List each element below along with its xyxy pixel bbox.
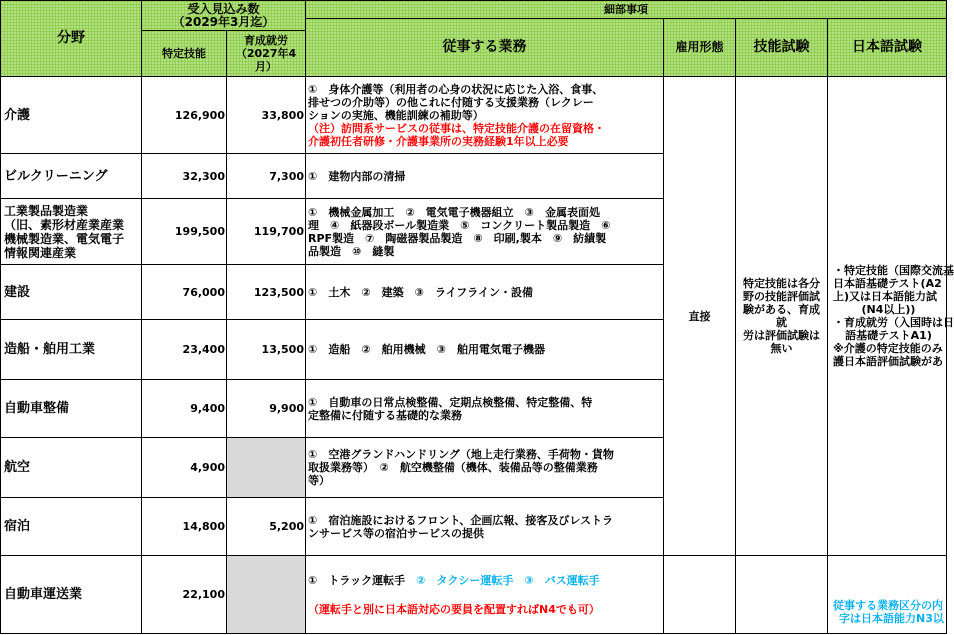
ikusei-count: 119,700 <box>227 199 306 265</box>
header-field: 分野 <box>1 1 142 77</box>
table-row <box>1 556 947 634</box>
jobs-cell: ① トラック運転手 ② タクシー運転手 ③ バス運転手 （運転手と別に日本語対応の要員を配置すればN4でも可） <box>306 556 664 634</box>
tokutei-count: 14,800 <box>142 498 227 556</box>
field-cell: ビルクリーニング <box>1 154 142 199</box>
tokutei-count: 23,400 <box>142 320 227 380</box>
jobs-cell: ① 宿泊施設におけるフロント、企画広報、接客及びレストラ ンサービス等の宿泊サービスの提供 <box>306 498 664 556</box>
jobs-cell: ① 身体介護等（利用者の心身の状況に応じた入浴、食事、 排せつの介助等）の他これに付随する支援業務（レクレー ションの実施、機能訓練の補助等） （注）訪問系サービスの従事は、特定技能介護の在留資格・ 介護初任者研修・介護事業所の実務経験1年以上必要 <box>306 77 664 154</box>
header-quota <box>142 1 306 31</box>
field-cell: 工業製品製造業 （旧、素形材産業産業 機械製造業、電気電子 情報関連産業 <box>1 199 142 265</box>
ikusei-count: 33,800 <box>227 77 306 154</box>
jobs-cell: ① 土木 ② 建築 ③ ライフライン・設備 <box>306 265 664 320</box>
japanese-test-note: 従事する業務区分の内 字は日本語能力N3以 <box>828 556 947 634</box>
jobs-cell: ① 機械金属加工 ② 電気電子機器組立 ③ 金属表面処 理 ④ 紙器段ボール製造業 ⑤ コンクリート製品製造 ⑥ RPF製造 ⑦ 陶磁器製品製造 ⑧ 印刷,製本 ⑨ 紡績製 品製造 ⑩ 縫製 <box>306 199 664 265</box>
header-quota-period: （2029年3月迄） <box>172 14 275 29</box>
table-row <box>1 77 947 154</box>
ikusei-count: 9,900 <box>227 380 306 438</box>
ikusei-count-empty <box>227 438 306 498</box>
skill-test-cell: 特定技能は各分 野の技能評価試 験がある、育成就 労は評価試験は 無い <box>736 77 828 556</box>
header-tokutei: 特定技能 <box>142 31 227 77</box>
employment-cell-empty <box>664 556 736 634</box>
ikusei-count: 123,500 <box>227 265 306 320</box>
jobs-cell: ① 空港グランドハンドリング（地上走行業務、手荷物・貨物 取扱業務等） ② 航空機整備（機体、装備品等の整備業務 等） <box>306 438 664 498</box>
header-japanese-test: 日本語試験 <box>828 19 947 77</box>
header-quota-title: 受入見込み数 <box>187 1 260 16</box>
header-ikusei-label: 育成就労 <box>244 34 288 47</box>
field-cell: 航空 <box>1 438 142 498</box>
field-cell: 自動車運送業 <box>1 556 142 634</box>
ikusei-count: 13,500 <box>227 320 306 380</box>
japanese-test-cell: ・特定技能（国際交流基 日本語基礎テスト(A2 上)又は日本語能力試 (N4以上)) ・育成就労（入国時は日 語基礎テストA1) ※介護の特定技能のみ 護日本語評価試験があ <box>828 77 947 556</box>
field-cell: 建設 <box>1 265 142 320</box>
tokutei-count: 76,000 <box>142 265 227 320</box>
field-cell: 宿泊 <box>1 498 142 556</box>
header-jobs: 従事する業務 <box>306 19 664 77</box>
ikusei-count: 7,300 <box>227 154 306 199</box>
header-skill-test: 技能試験 <box>736 19 828 77</box>
jobs-cell: ① 造船 ② 舶用機械 ③ 舶用電気電子機器 <box>306 320 664 380</box>
field-cell: 介護 <box>1 77 142 154</box>
header-details: 細部事項 <box>306 1 947 19</box>
employment-cell: 直接 <box>664 77 736 556</box>
tokutei-count: 9,400 <box>142 380 227 438</box>
ikusei-count: 5,200 <box>227 498 306 556</box>
header-employment: 雇用形態 <box>664 19 736 77</box>
tokutei-count: 22,100 <box>142 556 227 634</box>
jobs-cell: ① 建物内部の清掃 <box>306 154 664 199</box>
tokutei-count: 126,900 <box>142 77 227 154</box>
tokutei-count: 199,500 <box>142 199 227 265</box>
ikusei-count-empty <box>227 556 306 634</box>
field-cell: 自動車整備 <box>1 380 142 438</box>
tokutei-count: 4,900 <box>142 438 227 498</box>
field-cell: 造船・舶用工業 <box>1 320 142 380</box>
jobs-cell: ① 自動車の日常点検整備、定期点検整備、特定整備、特 定整備に付随する基礎的な業務 <box>306 380 664 438</box>
tokutei-count: 32,300 <box>142 154 227 199</box>
header-ikusei-note: （2027年4月） <box>235 47 297 73</box>
skill-test-cell-empty <box>736 556 828 634</box>
header-ikusei <box>227 31 306 77</box>
